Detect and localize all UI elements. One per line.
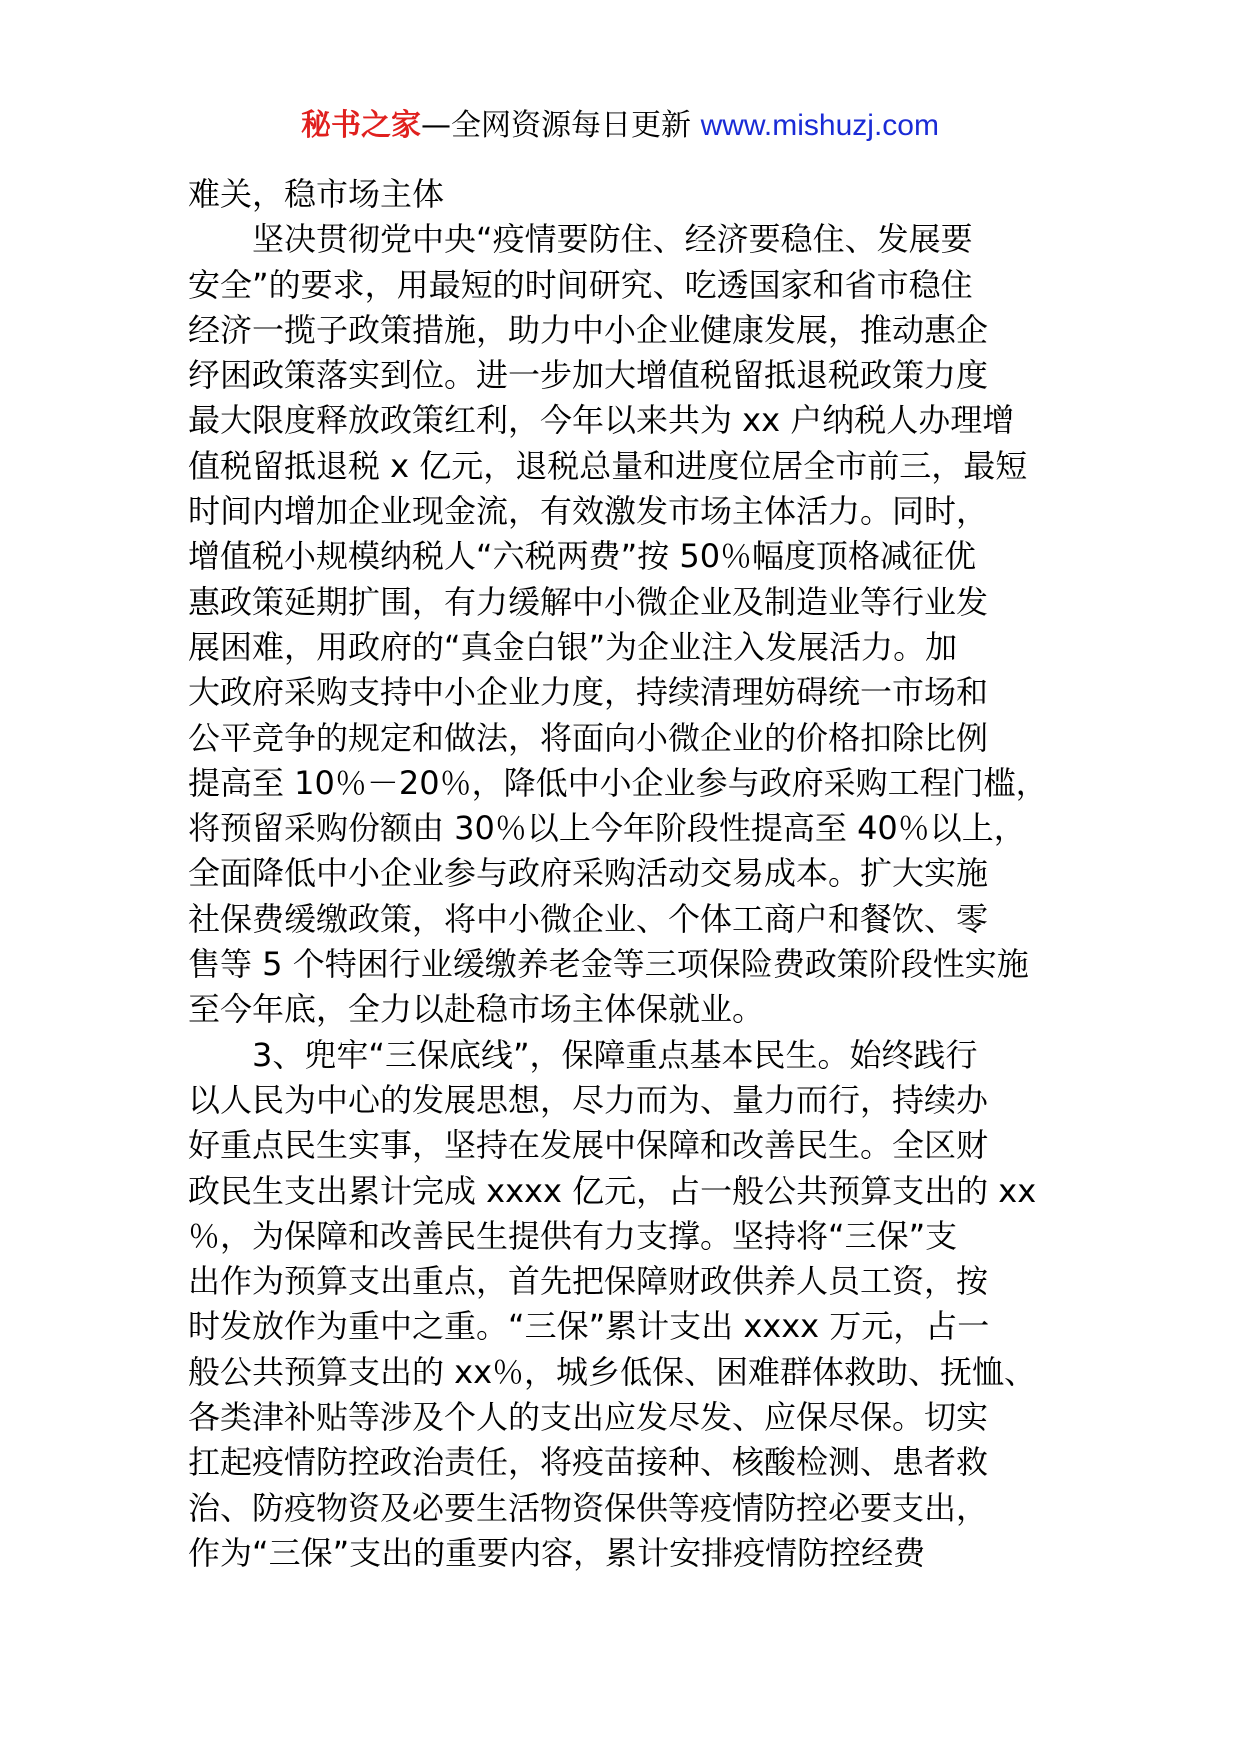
site-header [0, 104, 1240, 148]
text-line: 社保费缓缴政策，将中小微企业、个体工商户和餐饮、零 [188, 899, 989, 938]
text-line: 时发放作为重中之重。“三保”累计支出 xxxx 万元，占一 [188, 1307, 990, 1346]
text-line: 至今年底，全力以赴稳市场主体保就业。 [188, 990, 765, 1029]
text-line: 安全”的要求，用最短的时间研究、吃透国家和省市稳住 [188, 265, 973, 304]
header-slogan: —全网资源每日更新 [421, 108, 701, 143]
text-line: ％，为保障和改善民生提供有力支撑。坚持将“三保”支 [188, 1216, 958, 1255]
text-line: 全面降低中小企业参与政府采购活动交易成本。扩大实施 [188, 854, 989, 893]
text-line: 纾困政策落实到位。进一步加大增值税留抵退税政策力度 [188, 356, 989, 395]
text-line: 般公共预算支出的 xx％，城乡低保、困难群体救助、抚恤、 [188, 1352, 1037, 1391]
text-line: 时间内增加企业现金流，有效激发市场主体活力。同时， [188, 492, 989, 531]
paragraph-start: 坚决贯彻党中央“疫情要防住、经济要稳住、发展要 [252, 220, 973, 259]
document-body [188, 172, 1068, 1576]
text-line: 出作为预算支出重点，首先把保障财政供养人员工资，按 [188, 1262, 989, 1301]
text-line: 经济一揽子政策措施，助力中小企业健康发展，推动惠企 [188, 310, 989, 349]
text-line: 各类津补贴等涉及个人的支出应发尽发、应保尽保。切实 [188, 1398, 989, 1437]
text-line: 好重点民生实事，坚持在发展中保障和改善民生。全区财 [188, 1126, 989, 1165]
text-line: 提高至 10％－20％，降低中小企业参与政府采购工程门槛， [188, 763, 1048, 802]
text-line: 展困难，用政府的“真金白银”为企业注入发展活力。加 [188, 627, 958, 666]
text-line: 以人民为中心的发展思想，尽力而为、量力而行，持续办 [188, 1080, 989, 1119]
text-line: 值税留抵退税 x 亿元，退税总量和进度位居全市前三，最短 [188, 446, 1028, 485]
site-url-link[interactable]: www.mishuzj.com [700, 109, 939, 142]
text-line: 政民生支出累计完成 xxxx 亿元，占一般公共预算支出的 xx [188, 1171, 1037, 1210]
brand-name: 秘书之家 [301, 108, 422, 143]
text-line: 治、防疫物资及必要生活物资保供等疫情防控必要支出， [188, 1488, 989, 1527]
text-line: 惠政策延期扩围，有力缓解中小微企业及制造业等行业发 [188, 582, 989, 621]
text-line: 难关，稳市场主体 [188, 175, 445, 213]
text-line: 增值税小规模纳税人“六税两费”按 50％幅度顶格减征优 [188, 537, 977, 576]
text-line: 大政府采购支持中小企业力度，持续清理妨碍统一市场和 [188, 673, 989, 712]
text-line: 将预留采购份额由 30％以上今年阶段性提高至 40％以上， [188, 809, 1026, 848]
paragraph-start: 3、兜牢“三保底线”，保障重点基本民生。始终践行 [252, 1035, 978, 1074]
text-line: 售等 5 个特困行业缓缴养老金等三项保险费政策阶段性实施 [188, 945, 1029, 984]
text-line: 作为“三保”支出的重要内容，累计安排疫情防控经费 [188, 1533, 926, 1572]
text-line: 最大限度释放政策红利，今年以来共为 xx 户纳税人办理增 [188, 401, 1015, 440]
text-line: 公平竞争的规定和做法，将面向小微企业的价格扣除比例 [188, 718, 989, 757]
text-line: 扛起疫情防控政治责任，将疫苗接种、核酸检测、患者救 [188, 1443, 989, 1482]
